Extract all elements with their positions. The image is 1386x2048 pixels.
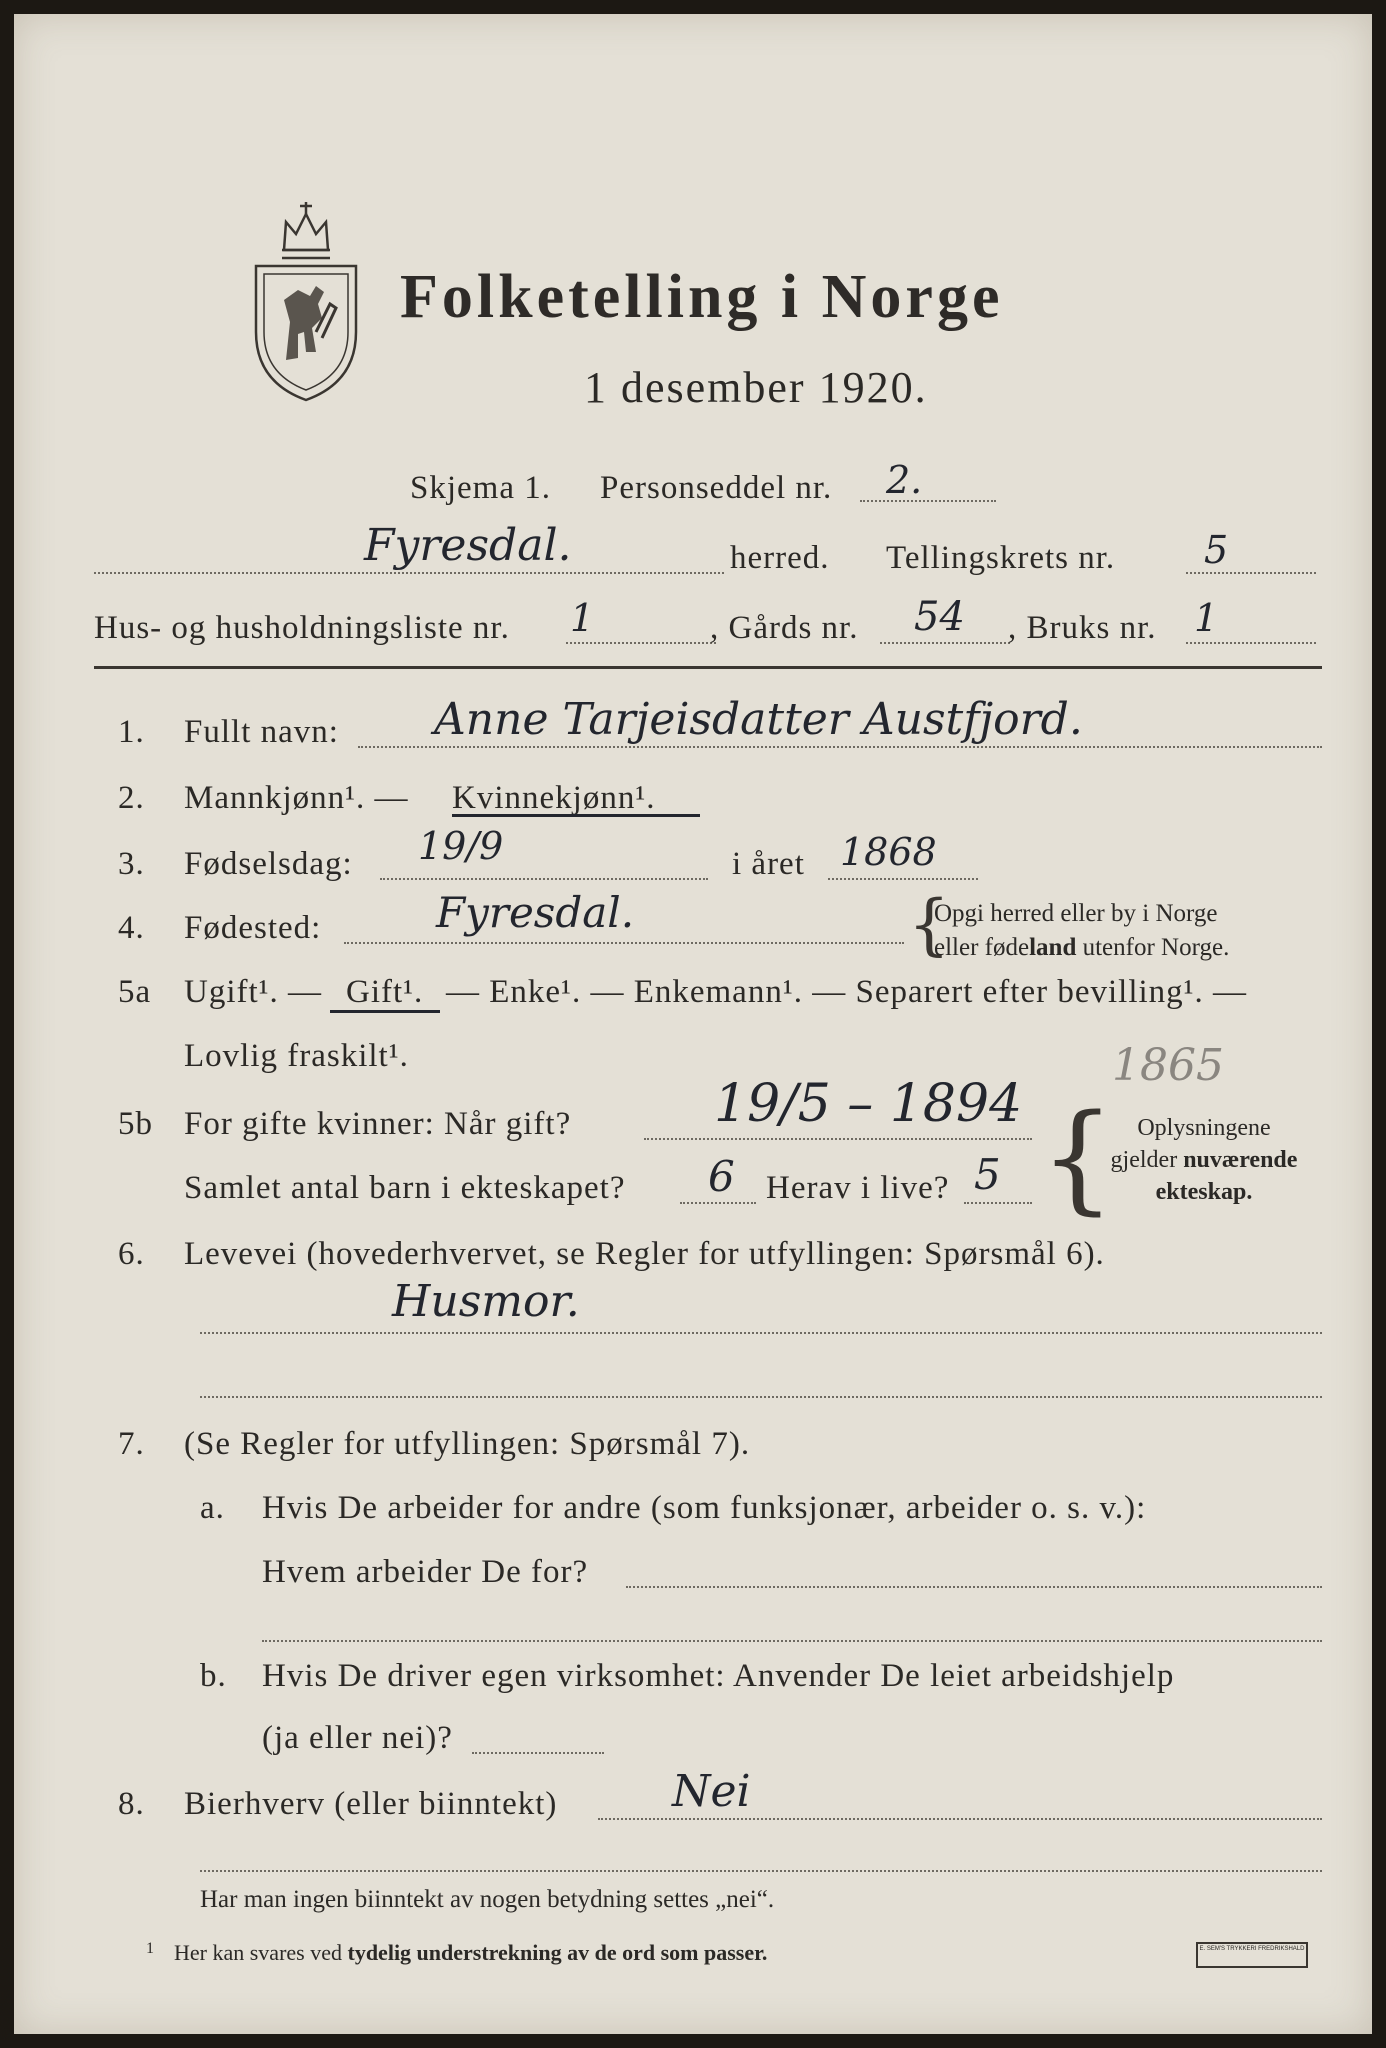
gards-dots [880, 642, 1010, 644]
q2-kvinne[interactable]: Kvinnekjønn¹. [452, 780, 656, 816]
tellingskrets-value[interactable]: 5 [1204, 528, 1229, 572]
q8-number: 8. [118, 1786, 145, 1822]
q1-number: 1. [118, 714, 145, 750]
herred-dots [94, 572, 724, 574]
tellingskrets-dots [1186, 572, 1316, 574]
q5a-ugift: Ugift¹. — [184, 974, 323, 1010]
header-divider [94, 666, 1322, 669]
q5a-line2: Lovlig fraskilt¹. [184, 1038, 409, 1074]
q4-label: Fødested: [184, 910, 322, 946]
q6-dots-1 [200, 1332, 1322, 1334]
personseddel-label: Personseddel nr. [600, 470, 833, 506]
q2-number: 2. [118, 780, 145, 816]
q5b-live-label: Herav i live? [766, 1170, 950, 1206]
birthplace-value[interactable]: Fyresdal. [436, 888, 635, 937]
q7a-letter: a. [200, 1490, 225, 1526]
census-date: 1 desember 1920. [584, 363, 928, 412]
married-date-value[interactable]: 19/5 – 1894 [714, 1074, 1023, 1134]
husliste-value[interactable]: 1 [570, 596, 595, 640]
side-income-value[interactable]: Nei [672, 1766, 751, 1817]
q4-number: 4. [118, 910, 145, 946]
children-alive-value[interactable]: 5 [974, 1150, 1001, 1199]
birth-year-value[interactable]: 1868 [840, 830, 937, 874]
husliste-label: Hus- og husholdningsliste nr. [94, 610, 510, 646]
q3-year-label: i året [732, 846, 805, 882]
q7b-letter: b. [200, 1658, 227, 1694]
q1-dots [358, 746, 1322, 748]
q8-label: Bierhverv (eller biinntekt) [184, 1786, 558, 1822]
tellingskrets-label: Tellingskrets nr. [886, 540, 1116, 576]
skjema-label: Skjema 1. [410, 470, 551, 506]
husliste-dots [566, 642, 716, 644]
q2-mann: Mannkjønn¹. — [184, 780, 409, 816]
printer-stamp: E. SEM'S TRYKKERI FREDRIKSHALD [1196, 1942, 1308, 1968]
birthday-value[interactable]: 19/9 [418, 824, 504, 868]
q7-label: (Se Regler for utfyllingen: Spørsmål 7). [184, 1426, 751, 1462]
herred-label: herred. [730, 540, 830, 576]
q7b-dots [472, 1752, 604, 1754]
q5b-barn-label: Samlet antal barn i ekteskapet? [184, 1170, 626, 1206]
q8-dots-2 [200, 1870, 1322, 1872]
q4-brace: { [908, 886, 950, 963]
q5b-note: Oplysningene gjelder nuværende ekteskap. [1110, 1115, 1298, 1205]
children-total-value[interactable]: 6 [708, 1152, 735, 1201]
bruks-value[interactable]: 1 [1194, 596, 1219, 640]
gards-label: , Gårds nr. [710, 610, 859, 646]
form-title: Folketelling i Norge [400, 263, 1004, 331]
occupation-value[interactable]: Husmor. [392, 1276, 580, 1327]
footnote-mark: 1 [146, 1940, 154, 1957]
q7a-dots-2 [262, 1640, 1322, 1642]
q7a-label2: Hvem arbeider De for? [262, 1554, 589, 1590]
q3-dots [380, 878, 708, 880]
q7b-label2: (ja eller nei)? [262, 1720, 453, 1756]
bruks-dots [1186, 642, 1316, 644]
q5b-live-dots [964, 1202, 1032, 1204]
q7b-label: Hvis De driver egen virksomhet: Anvender De leiet arbeidshjelp [262, 1658, 1175, 1694]
q5b-margin-note: 1865 [1112, 1040, 1224, 1091]
q3-number: 3. [118, 846, 145, 882]
q4-dots [344, 942, 904, 944]
full-name-value[interactable]: Anne Tarjeisdatter Austfjord. [434, 694, 1083, 745]
q1-label: Fullt navn: [184, 714, 339, 750]
gards-value[interactable]: 54 [914, 594, 965, 640]
q6-label: Levevei (hovederhvervet, se Regler for utfyllingen: Spørsmål 6). [184, 1236, 1105, 1272]
q3-year-dots [828, 878, 978, 880]
q2-kvinne-underline [452, 814, 700, 817]
q8-note: Har man ingen biinntekt av nogen betydning settes „nei“. [200, 1886, 775, 1913]
q4-note-line1: Opgi herred eller by i Norge [934, 900, 1218, 927]
census-form-page [14, 14, 1372, 2034]
q5b-barn-dots [680, 1202, 756, 1204]
q5a-number: 5a [118, 974, 152, 1010]
norway-coat-of-arms-icon [244, 192, 368, 404]
q5a-rest: — Enke¹. — Enkemann¹. — Separert efter bevilling¹. — [446, 974, 1248, 1010]
q6-dots-2 [200, 1396, 1322, 1398]
personseddel-value[interactable]: 2. [886, 458, 923, 502]
q3-label: Fødselsdag: [184, 846, 353, 882]
q7-number: 7. [118, 1426, 145, 1462]
q7a-label: Hvis De arbeider for andre (som funksjonær, arbeider o. s. v.): [262, 1490, 1147, 1526]
bruks-label: , Bruks nr. [1008, 610, 1157, 646]
herred-value[interactable]: Fyresdal. [364, 520, 572, 571]
q7a-dots-1 [626, 1586, 1322, 1588]
q5a-gift[interactable]: Gift¹. [346, 974, 424, 1010]
footnote-text: Her kan svares ved tydelig understrekning av de ord som passer. [174, 1940, 768, 1965]
q5b-number: 5b [118, 1106, 153, 1142]
q5b-brace: { [1040, 1088, 1116, 1226]
q4-note-line2: eller fødeland utenfor Norge. [934, 934, 1230, 961]
q5b-label: For gifte kvinner: Når gift? [184, 1106, 572, 1142]
q5b-dots [644, 1138, 1032, 1140]
q8-dots-1 [598, 1818, 1322, 1820]
q6-number: 6. [118, 1236, 145, 1272]
personseddel-dots [860, 500, 996, 502]
q5a-gift-underline [330, 1010, 440, 1013]
